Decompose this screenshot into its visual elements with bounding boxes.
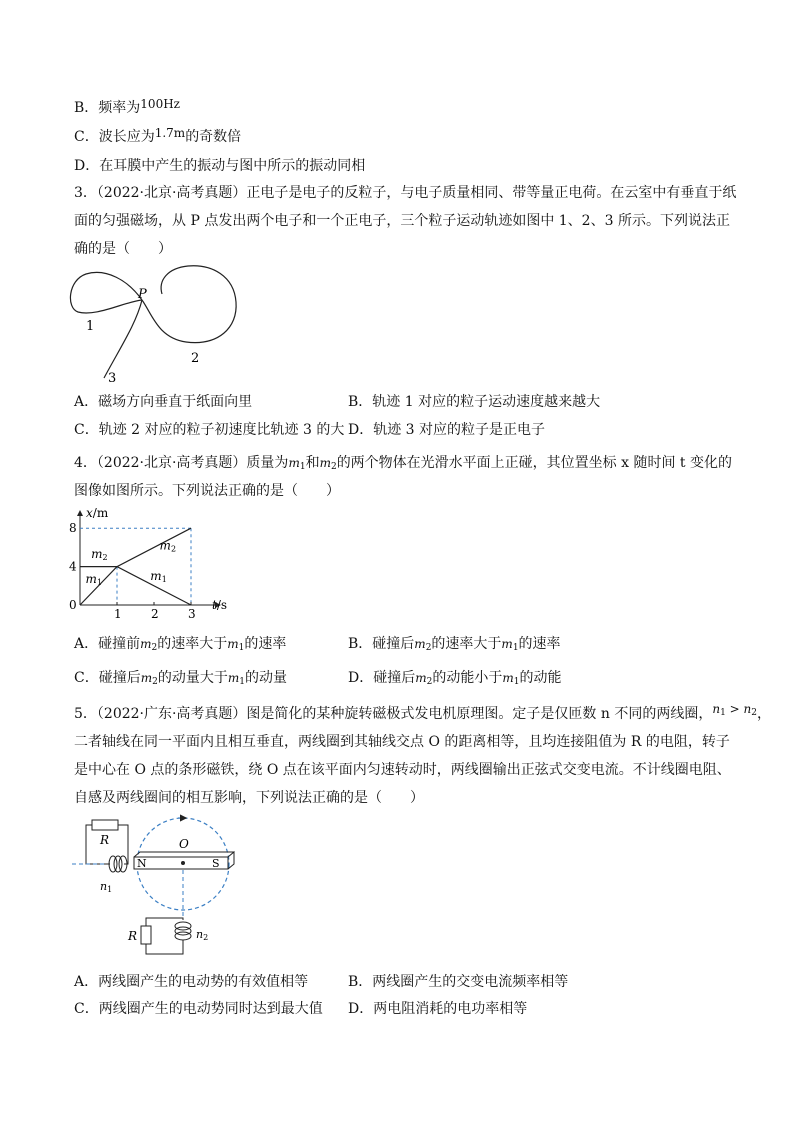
q2-wavelength-value: 1.7m <box>154 126 186 140</box>
q4-option-d: D．碰撞后$m_2$的动能小于$m_1$的动能 <box>348 670 562 687</box>
origin-label: 0 <box>69 598 77 612</box>
series-lines <box>80 528 191 605</box>
track-2-label: 2 <box>191 351 200 366</box>
q5-inequality: $n_1 > n_2$ <box>712 702 757 718</box>
q3-track-figure <box>66 262 246 384</box>
q4-option-a: A．碰撞前$m_2$的速率大于$m_1$的速率 <box>74 636 287 653</box>
track-1-curve <box>70 272 142 313</box>
y-tick-8: 8 <box>69 521 77 536</box>
x-tick-2: 2 <box>151 607 159 621</box>
q2-option-b: B．频率为100Hz <box>74 97 180 116</box>
q4-m2-symbol: $m_2$ <box>319 456 337 472</box>
q3-option-c: C．轨迹 2 对应的粒子初速度比轨迹 3 的大 <box>74 422 345 438</box>
track-1-label: 1 <box>86 319 95 334</box>
point-p-label: P <box>138 287 147 302</box>
x-tick-1: 1 <box>114 607 122 621</box>
resistor-top <box>92 820 118 830</box>
q5-stem-line1: 5．（2022·广东·高考真题）图是简化的某种旋转磁极式发电机原理图。定子是仅匝数 n 不同的两线圈，$n_1 > n_2$， <box>74 702 771 722</box>
series-label-m2-after: m2 <box>159 538 177 554</box>
q5-stem-line2: 二者轴线在同一平面内且相互垂直，两线圈到其轴线交点 O 的距离相等，且均连接阻值为 R 的电阻，转子 <box>74 734 730 750</box>
q3-stem-line1: 3．（2022·北京·高考真题）正电子是电子的反粒子，与电子质量相同、带等量正电荷。在云室中有垂直于纸 <box>74 185 737 201</box>
magnet-s-pole: S <box>212 857 220 870</box>
q5-stem-line4: 自感及两线圈间的相互影响，下列说法正确的是（ ） <box>74 790 424 806</box>
q3-option-a: A．磁场方向垂直于纸面向里 <box>74 394 253 410</box>
q3-stem-line3: 确的是（ ） <box>74 241 172 257</box>
coil-n2-label: n2 <box>196 928 209 942</box>
q3-option-d: D．轨迹 3 对应的粒子是正电子 <box>348 422 546 438</box>
track-3-curve <box>104 300 142 378</box>
q3-stem-line2: 面的匀强磁场，从 P 点发出两个电子和一个正电子，三个粒子运动轨迹如图中 1、2、3 所示。下列说法正 <box>74 213 730 229</box>
q4-option-b: B．碰撞后$m_2$的速率大于$m_1$的速率 <box>348 636 561 653</box>
q4-m1-symbol: $m_1$ <box>288 456 306 472</box>
q2-option-c: C．波长应为1.7m的奇数倍 <box>74 126 242 145</box>
y-axis-label: x/m <box>86 506 109 520</box>
track-3-label: 3 <box>108 371 117 384</box>
magnet-n-pole: N <box>137 857 147 870</box>
resistor-bottom <box>141 926 151 944</box>
q4-option-c: C．碰撞后$m_2$的动量大于$m_1$的动量 <box>74 670 287 687</box>
series-label-m2-before: m2 <box>91 546 108 562</box>
y-tick-4: 4 <box>69 559 77 574</box>
track-2-curve <box>142 266 236 343</box>
coil-n1-label: n1 <box>100 880 113 894</box>
x-axis-label: t/s <box>212 598 228 612</box>
q4-stem-line1: 4．（2022·北京·高考真题）质量为$m_1$和$m_2$的两个物体在光滑水平面上正碰，其位置坐标 x 随时间 t 变化的 <box>74 455 733 472</box>
center-o-point <box>181 861 185 865</box>
q2-option-d: D．在耳膜中产生的振动与图中所示的振动同相 <box>74 158 366 174</box>
q5-stem-line3: 是中心在 O 点的条形磁铁，绕 O 点在该平面内匀速转动时，两线圈输出正弦式交变电流。不计线圈电阻、 <box>74 762 731 778</box>
q3-option-b: B．轨迹 1 对应的粒子运动速度越来越大 <box>348 394 601 410</box>
series-label-m1-before: m1 <box>85 571 103 587</box>
coil-n2 <box>175 922 191 940</box>
q2-frequency-value: 100Hz <box>140 97 180 111</box>
center-o-label: O <box>179 837 189 851</box>
q4-position-time-chart <box>66 505 246 623</box>
resistor-bottom-label: R <box>128 929 138 943</box>
series-label-m1-after: m1 <box>150 569 167 585</box>
q5-option-a: A．两线圈产生的电动势的有效值相等 <box>74 974 309 990</box>
resistor-top-label: R <box>100 833 110 847</box>
q5-option-c: C．两线圈产生的电动势同时达到最大值 <box>74 1001 323 1017</box>
q4-stem-line2: 图像如图所示。下列说法正确的是（ ） <box>74 483 340 499</box>
q5-option-d: D．两电阻消耗的电功率相等 <box>348 1001 528 1017</box>
q5-generator-figure <box>66 814 246 960</box>
x-tick-3: 3 <box>188 607 196 621</box>
q5-option-b: B．两线圈产生的交变电流频率相等 <box>348 974 569 990</box>
